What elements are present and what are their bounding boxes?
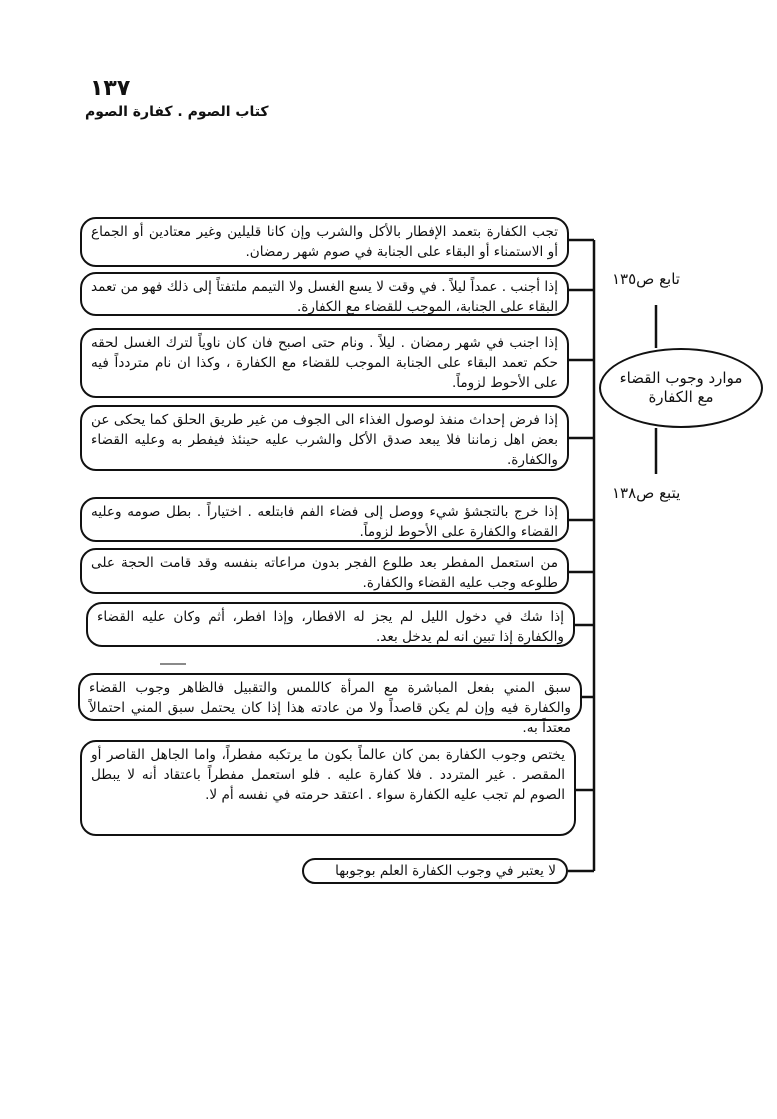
condition-box: من استعمل المفطر بعد طلوع الفجر بدون مراعاته بنفسه وقد قامت الحجة على طلوعه وجب عليه القضاء والكفارة. xyxy=(80,548,569,594)
condition-box-last: لا يعتبر في وجوب الكفارة العلم بوجوبها xyxy=(302,858,568,884)
condition-box: سبق المني بفعل المباشرة مع المرأة كاللمس والتقبيل فالظاهر وجوب القضاء والكفارة فيه وإن لم يكن قاصداً ولا من عادته هذا إذا كان يحتمل سبق المني احتمالاً معتداً به. xyxy=(78,673,582,721)
central-title: موارد وجوب القضاء مع الكفارة xyxy=(619,368,743,406)
condition-box: إذا خرج بالتجشؤ شيء ووصل إلى فضاء الفم فابتلعه . اختياراً . بطل صومه وعليه القضاء والكفارة على الأحوط لزوماً. xyxy=(80,497,569,542)
condition-box: إذا شك في دخول الليل لم يجز له الافطار، وإذا افطر، أثم وكان عليه القضاء والكفارة إذا تبين انه لم يدخل بعد. xyxy=(86,602,575,647)
condition-box: إذا اجنب في شهر رمضان . ليلاً . ونام حتى اصبح فان كان ناوياً لترك الغسل لحقه حكم تعمد البقاء على الجنابة الموجب للقضاء مع الكفارة ، وكذا ان نام متردداً فيه على الأحوط لزوماً. xyxy=(80,328,569,398)
reference-next: يتبع ص١٣٨ xyxy=(612,484,681,502)
page-number: ١٣٧ xyxy=(90,76,131,101)
condition-box: تجب الكفارة بتعمد الإفطار بالأكل والشرب وإن كانا قليلين وغير معتادين أو الجماع أو الاستمناء أو البقاء على الجنابة في صوم شهر رمضان. xyxy=(80,217,569,267)
reference-previous: تابع ص١٣٥ xyxy=(612,270,680,288)
running-head: كتاب الصوم . كفارة الصوم xyxy=(85,104,269,120)
condition-box: إذا فرض إحداث منفذ لوصول الغذاء الى الجوف من غير طريق الحلق كما يحكى عن بعض اهل زماننا فلا يبعد صدق الأكل والشرب عليه حينئذ فيفطر به وعليه القضاء والكفارة. xyxy=(80,405,569,471)
central-oval xyxy=(599,348,763,428)
condition-box: يختص وجوب الكفارة بمن كان عالماً بكون ما يرتكبه مفطراً، واما الجاهل القاصر أو المقصر . غير المتردد . فلا كفارة عليه . فلو استعمل مفطراً باعتقاد أنه لا يبطل الصوم لم تجب عليه الكفارة سواء . اعتقد حرمته في نفسه أم لا. xyxy=(80,740,576,836)
condition-box: إذا أجنب . عمداً ليلاً . في وقت لا يسع الغسل ولا التيمم ملتفتاً إلى ذلك فهو من تعمد البقاء على الجنابة، الموجب للقضاء مع الكفارة. xyxy=(80,272,569,316)
